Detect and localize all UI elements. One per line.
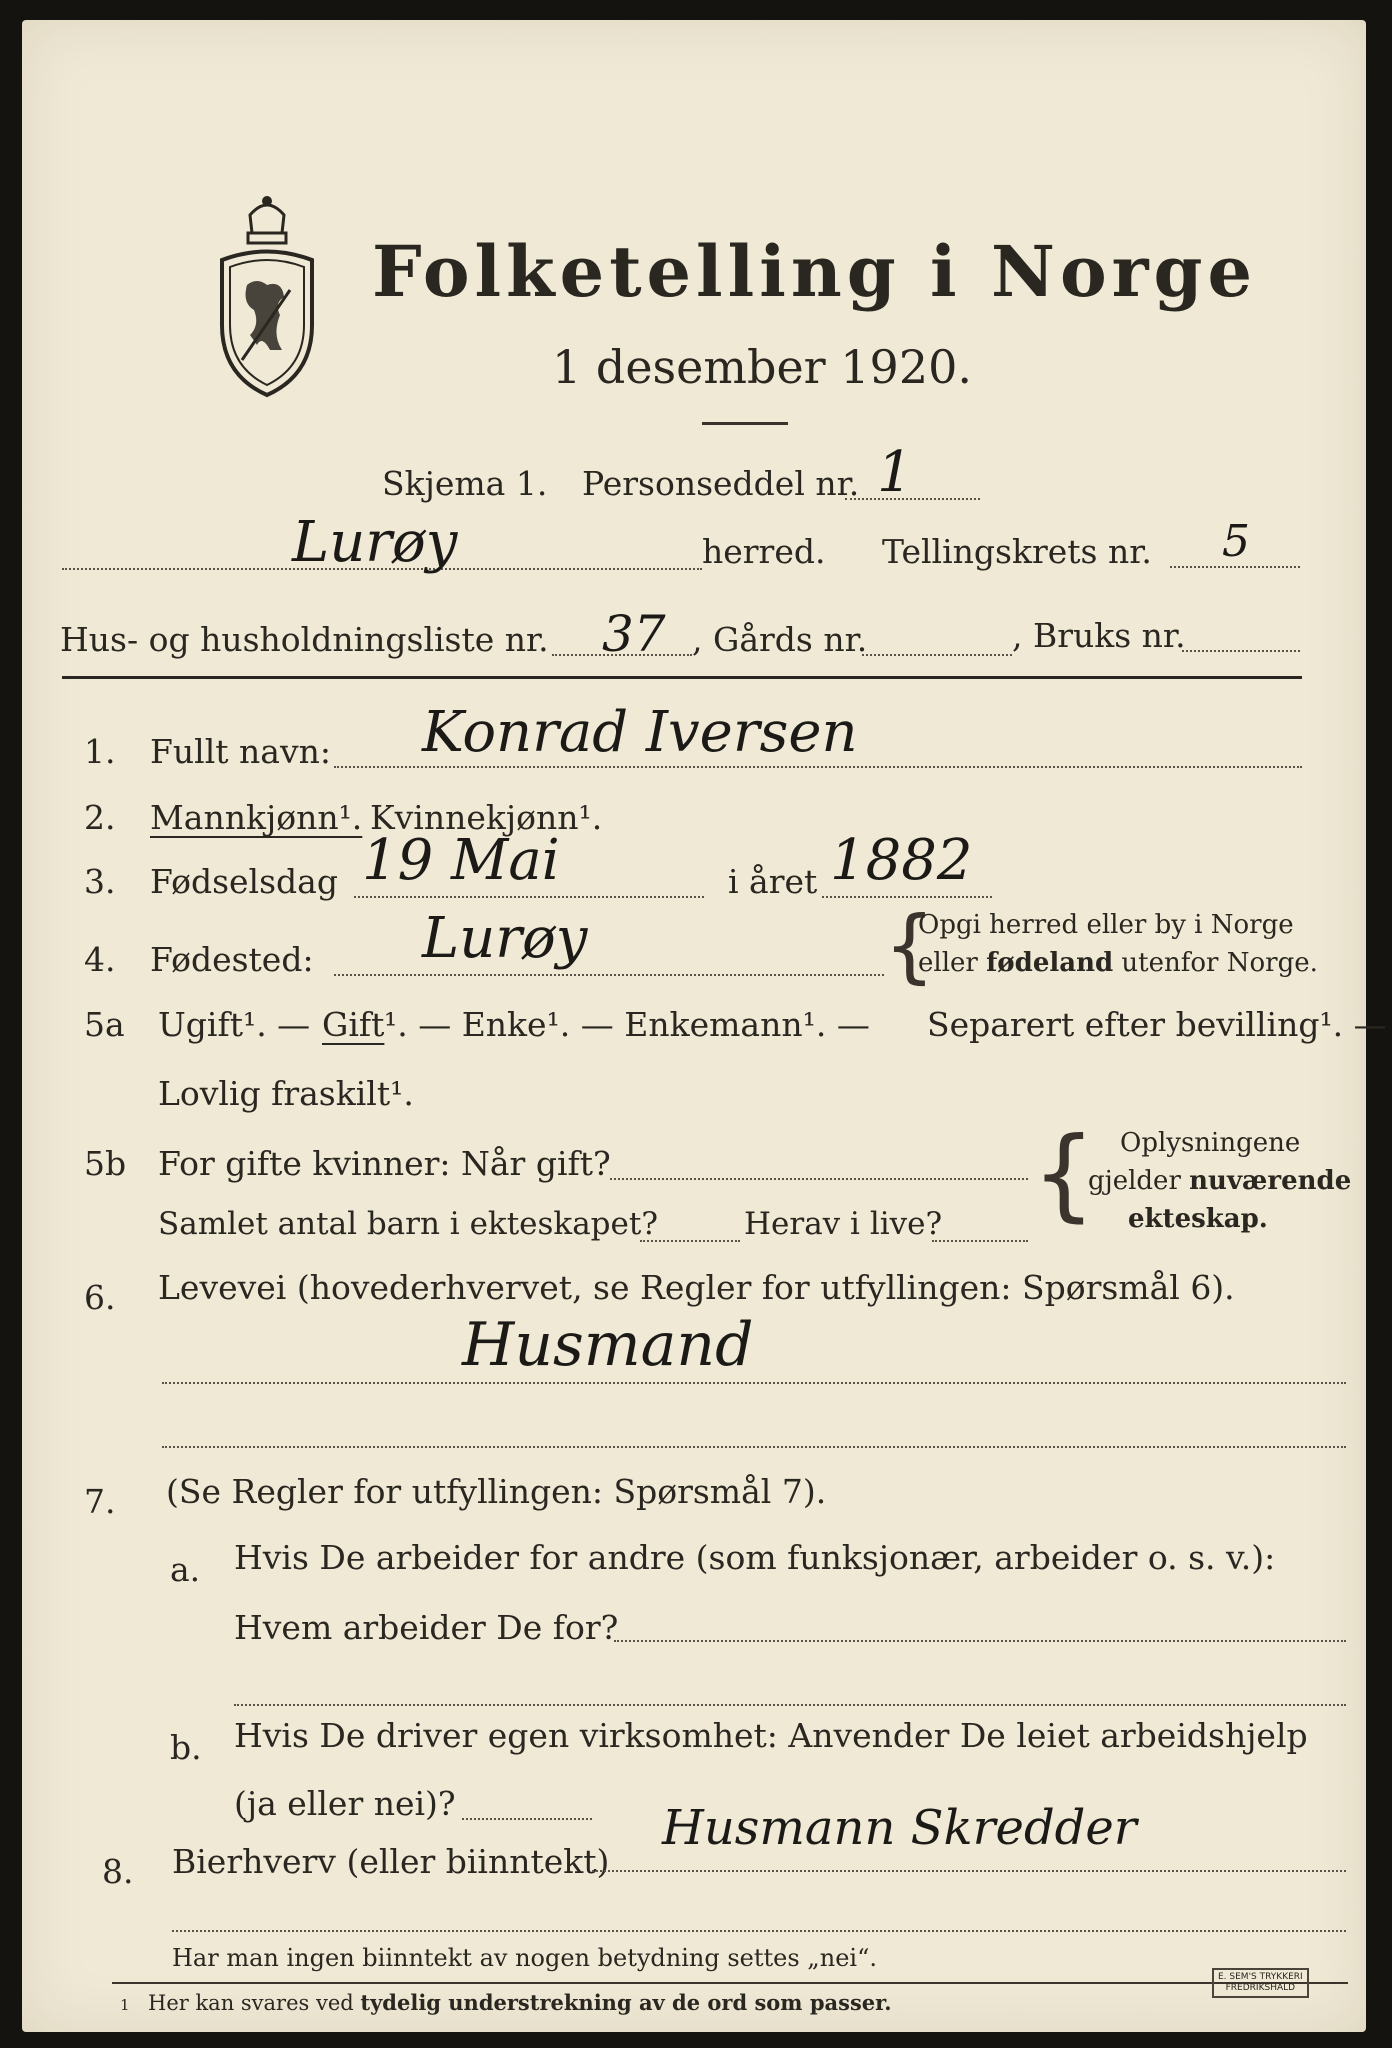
- q5b-line1: For gifte kvinner: Når gift?: [158, 1144, 611, 1183]
- biinntekt-note: Har man ingen biinntekt av nogen betydning settes „nei“.: [172, 1944, 877, 1972]
- full-name-value: Konrad Iversen: [422, 700, 858, 765]
- q4-label: Fødested:: [150, 940, 314, 979]
- marital-options: ¹. — Enke¹. — Enkemann¹. —: [384, 1005, 870, 1044]
- employer-line: [614, 1640, 1346, 1642]
- q2-number: 2.: [84, 798, 116, 837]
- tellingskrets-value: 5: [1222, 516, 1250, 567]
- gift-option: Gift: [322, 1005, 385, 1044]
- bruks-label: , Bruks nr.: [1012, 616, 1186, 655]
- levevei-line-1: [162, 1382, 1346, 1384]
- header-divider: [62, 676, 1302, 679]
- gards-label: , Gårds nr.: [692, 620, 868, 659]
- herred-label: herred.: [702, 532, 826, 571]
- tellingskrets-label: Tellingskrets nr.: [882, 532, 1152, 571]
- q5b-line2b: Herav i live?: [744, 1206, 943, 1242]
- skjema-label: Skjema 1.: [382, 464, 548, 503]
- birth-year-value: 1882: [830, 828, 973, 893]
- birthplace-note-brace: {: [884, 899, 935, 992]
- birthplace-note-line1: Opgi herred eller by i Norge: [918, 910, 1294, 940]
- q7a-line1: Hvis De arbeider for andre (som funksjonær, arbeider o. s. v.):: [234, 1538, 1276, 1577]
- husholdningsliste-label: Hus- og husholdningsliste nr.: [60, 620, 549, 659]
- gards-line: [862, 654, 1012, 656]
- nar-gift-line: [610, 1178, 1028, 1180]
- mannkjonn-option: Mannkjønn¹.: [150, 798, 363, 837]
- q3-label: Fødselsdag: [150, 862, 338, 901]
- antal-barn-line: [640, 1240, 740, 1242]
- q1-label: Fullt navn:: [150, 732, 331, 771]
- census-date: 1 desember 1920.: [552, 340, 972, 394]
- title-divider: [702, 422, 788, 425]
- kvinnekjonn-option: Kvinnekjønn¹.: [370, 798, 603, 837]
- q5b-note-line1: Oplysningene: [1120, 1128, 1301, 1158]
- form-title: Folketelling i Norge: [372, 230, 1258, 313]
- year-line: [822, 896, 992, 898]
- birthplace-value: Lurøy: [422, 906, 588, 971]
- q5b-note-brace: {: [1032, 1115, 1096, 1232]
- bierhverv-line-2: [172, 1930, 1346, 1932]
- printer-stamp: E. SEM'S TRYKKERI FREDRIKSHALD: [1212, 1968, 1309, 1998]
- footer-divider: [112, 1982, 1348, 1984]
- q5b-note-line3: ekteskap.: [1128, 1204, 1268, 1234]
- q7a-line2: Hvem arbeider De for?: [234, 1608, 619, 1647]
- q4-number: 4.: [84, 940, 116, 979]
- birthday-value: 19 Mai: [362, 828, 560, 893]
- q5b-note-line2: gjelder nuværende: [1088, 1166, 1352, 1196]
- q5a-number: 5a: [84, 1005, 125, 1044]
- q8-label: Bierhverv (eller biinntekt): [172, 1842, 610, 1881]
- q5b-number: 5b: [84, 1144, 127, 1183]
- q3-number: 3.: [84, 862, 116, 901]
- bruks-line: [1182, 650, 1300, 652]
- hired-help-line: [462, 1818, 592, 1820]
- q7a-number: a.: [170, 1550, 201, 1589]
- year-label: i året: [728, 862, 818, 901]
- bierhverv-value: Husmann Skredder: [662, 1800, 1137, 1856]
- norway-coat-of-arms-icon: [212, 185, 322, 405]
- q1-number: 1.: [84, 732, 116, 771]
- census-form-page: [22, 20, 1387, 2032]
- footnote-number: 1: [120, 1996, 130, 2014]
- husholdningsliste-value: 37: [602, 605, 666, 663]
- ugift-option: Ugift¹. —: [158, 1005, 311, 1044]
- personseddel-label: Personseddel nr.: [582, 464, 860, 503]
- herred-value: Lurøy: [292, 510, 458, 575]
- lovlig-fraskilt-option: Lovlig fraskilt¹.: [158, 1074, 414, 1113]
- bierhverv-line: [592, 1870, 1346, 1872]
- separert-option: Separert efter bevilling¹. —: [927, 1005, 1387, 1044]
- q6-label: Levevei (hovederhvervet, se Regler for utfyllingen: Spørsmål 6).: [158, 1268, 1235, 1307]
- employer-line-2: [234, 1704, 1346, 1706]
- levevei-line-2: [162, 1446, 1346, 1448]
- q7-label: (Se Regler for utfyllingen: Spørsmål 7).: [166, 1472, 827, 1511]
- birthplace-note-line2: eller fødeland utenfor Norge.: [918, 948, 1318, 978]
- levevei-value: Husmand: [462, 1310, 754, 1380]
- q7b-line1: Hvis De driver egen virksomhet: Anvender De leiet arbeidshjelp: [234, 1716, 1308, 1755]
- q7b-number: b.: [170, 1728, 202, 1767]
- q7-number: 7.: [84, 1482, 116, 1521]
- herav-i-live-line: [932, 1240, 1028, 1242]
- q5b-line2a: Samlet antal barn i ekteskapet?: [158, 1206, 658, 1242]
- q1-line: [334, 766, 1302, 768]
- birthday-line: [354, 896, 704, 898]
- q7b-line2: (ja eller nei)?: [234, 1784, 456, 1823]
- q6-number: 6.: [84, 1278, 116, 1317]
- q8-number: 8.: [102, 1852, 134, 1891]
- personseddel-value: 1: [877, 440, 913, 505]
- birthplace-line: [334, 974, 884, 976]
- footnote-text: Her kan svares ved tydelig understrekning av de ord som passer.: [148, 1990, 892, 2015]
